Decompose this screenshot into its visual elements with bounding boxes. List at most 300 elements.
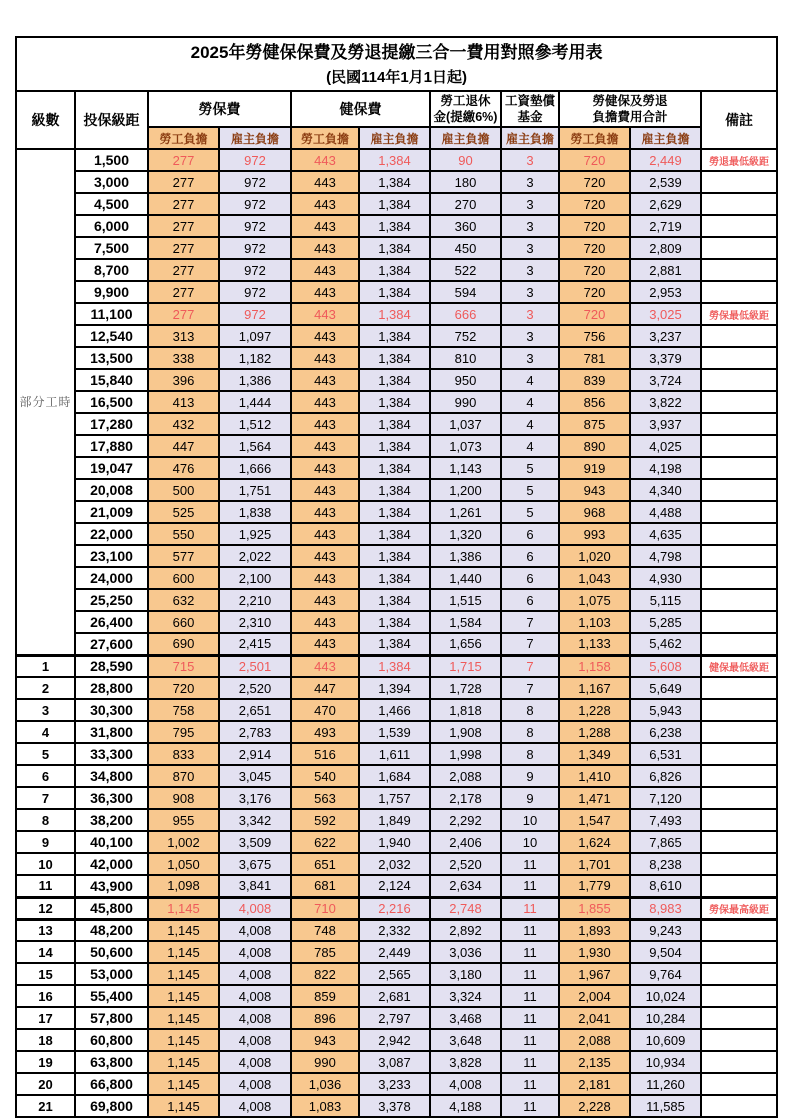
bracket-cell: 7,500: [75, 237, 148, 259]
health-employee-cell: 1,036: [291, 1073, 359, 1095]
table-row: [16, 171, 777, 193]
remark-cell: [701, 1029, 777, 1051]
remark-cell: [701, 413, 777, 435]
table-row: [16, 1007, 777, 1029]
remark-cell: 勞退最低級距: [701, 149, 777, 171]
level-cell: 12: [16, 897, 75, 919]
level-cell: 1: [16, 655, 75, 677]
total-employer-cell: 11,585: [630, 1095, 701, 1117]
total-employee-cell: 1,967: [559, 963, 630, 985]
health-employee-cell: 785: [291, 941, 359, 963]
labor-employee-cell: 1,145: [148, 919, 219, 941]
remark-cell: [701, 919, 777, 941]
pension-employer-cell: 594: [430, 281, 501, 303]
labor-employee-cell: 715: [148, 655, 219, 677]
health-employer-cell: 1,757: [359, 787, 430, 809]
pension-employer-cell: 1,143: [430, 457, 501, 479]
bracket-cell: 63,800: [75, 1051, 148, 1073]
wage-fund-employer-cell: 4: [501, 413, 559, 435]
wage-fund-employer-cell: 10: [501, 809, 559, 831]
table-row: [16, 809, 777, 831]
level-cell: 14: [16, 941, 75, 963]
wage-fund-employer-cell: 5: [501, 501, 559, 523]
table-row: [16, 1095, 777, 1117]
labor-employee-cell: 338: [148, 347, 219, 369]
total-employer-cell: 5,462: [630, 633, 701, 655]
wage-fund-employer-cell: 6: [501, 589, 559, 611]
labor-employee-cell: 396: [148, 369, 219, 391]
health-employer-cell: 2,032: [359, 853, 430, 875]
pension-employer-cell: 1,440: [430, 567, 501, 589]
health-employer-cell: 2,565: [359, 963, 430, 985]
remark-cell: [701, 743, 777, 765]
labor-employee-cell: 1,145: [148, 1007, 219, 1029]
labor-employer-cell: 3,841: [219, 875, 291, 897]
level-cell: 10: [16, 853, 75, 875]
remark-cell: [701, 479, 777, 501]
wage-fund-employer-cell: 11: [501, 1073, 559, 1095]
table-row: [16, 633, 777, 655]
health-employee-cell: 990: [291, 1051, 359, 1073]
remark-cell: [701, 1007, 777, 1029]
header-wage-fund: [501, 91, 559, 127]
remark-cell: 勞保最低級距: [701, 303, 777, 325]
remark-cell: [701, 391, 777, 413]
health-employer-cell: 1,384: [359, 523, 430, 545]
health-employee-cell: 443: [291, 391, 359, 413]
labor-employer-cell: 2,100: [219, 567, 291, 589]
pension-employer-cell: 1,818: [430, 699, 501, 721]
labor-employee-cell: 550: [148, 523, 219, 545]
table-head: [16, 37, 777, 149]
labor-employer-cell: 2,022: [219, 545, 291, 567]
pension-employer-cell: 3,036: [430, 941, 501, 963]
level-cell: 15: [16, 963, 75, 985]
total-employee-cell: 1,893: [559, 919, 630, 941]
pension-employer-cell: 1,037: [430, 413, 501, 435]
labor-employee-cell: 1,145: [148, 941, 219, 963]
pension-employer-cell: 360: [430, 215, 501, 237]
table-row: [16, 655, 777, 677]
labor-employee-cell: 277: [148, 193, 219, 215]
total-employee-cell: 1,410: [559, 765, 630, 787]
labor-employer-cell: 972: [219, 149, 291, 171]
total-employee-cell: 890: [559, 435, 630, 457]
remark-cell: [701, 809, 777, 831]
health-employee-cell: 896: [291, 1007, 359, 1029]
table-row: [16, 831, 777, 853]
wage-fund-employer-cell: 11: [501, 1007, 559, 1029]
level-cell: 11: [16, 875, 75, 897]
bracket-cell: 13,500: [75, 347, 148, 369]
wage-fund-employer-cell: 3: [501, 325, 559, 347]
bracket-cell: 3,000: [75, 171, 148, 193]
pension-employer-cell: 1,073: [430, 435, 501, 457]
level-cell: 7: [16, 787, 75, 809]
level-cell: 19: [16, 1051, 75, 1073]
header-total-line1: 勞健保及勞退: [592, 94, 668, 108]
total-employer-cell: 6,238: [630, 721, 701, 743]
pension-employer-cell: 1,656: [430, 633, 501, 655]
bracket-cell: 22,000: [75, 523, 148, 545]
health-employer-cell: 3,378: [359, 1095, 430, 1117]
level-cell: 4: [16, 721, 75, 743]
remark-cell: [701, 501, 777, 523]
table-row: [16, 457, 777, 479]
level-cell: 18: [16, 1029, 75, 1051]
total-employer-cell: 11,260: [630, 1073, 701, 1095]
pension-employer-cell: 1,998: [430, 743, 501, 765]
bracket-cell: 28,590: [75, 655, 148, 677]
table-row: [16, 281, 777, 303]
health-employee-cell: 443: [291, 435, 359, 457]
wage-fund-employer-cell: 11: [501, 875, 559, 897]
health-employer-cell: 2,942: [359, 1029, 430, 1051]
health-employer-cell: 1,384: [359, 457, 430, 479]
labor-employer-cell: 1,925: [219, 523, 291, 545]
pension-employer-cell: 1,584: [430, 611, 501, 633]
pension-employer-cell: 3,468: [430, 1007, 501, 1029]
bracket-cell: 17,280: [75, 413, 148, 435]
health-employee-cell: 443: [291, 303, 359, 325]
wage-fund-employer-cell: 11: [501, 985, 559, 1007]
labor-employee-cell: 1,145: [148, 1095, 219, 1117]
health-employee-cell: 443: [291, 259, 359, 281]
health-employer-cell: 1,384: [359, 193, 430, 215]
table-row: [16, 699, 777, 721]
pension-employer-cell: 1,200: [430, 479, 501, 501]
total-employee-cell: 919: [559, 457, 630, 479]
table-row: [16, 1051, 777, 1073]
header-wage-fund-line1: 工資墊償: [504, 94, 555, 108]
wage-fund-employer-cell: 4: [501, 435, 559, 457]
remark-cell: [701, 237, 777, 259]
level-cell: 5: [16, 743, 75, 765]
total-employer-cell: 10,609: [630, 1029, 701, 1051]
health-employee-cell: 516: [291, 743, 359, 765]
total-employer-cell: 3,822: [630, 391, 701, 413]
bracket-cell: 4,500: [75, 193, 148, 215]
wage-fund-employer-cell: 8: [501, 699, 559, 721]
table-row: [16, 677, 777, 699]
wage-fund-employer-cell: 3: [501, 347, 559, 369]
total-employee-cell: 2,135: [559, 1051, 630, 1073]
health-employer-cell: 1,384: [359, 325, 430, 347]
health-employee-cell: 943: [291, 1029, 359, 1051]
labor-employer-cell: 4,008: [219, 1095, 291, 1117]
bracket-cell: 15,840: [75, 369, 148, 391]
subheader-health-employer: 雇主負擔: [359, 127, 430, 149]
total-employer-cell: 3,379: [630, 347, 701, 369]
health-employer-cell: 1,384: [359, 303, 430, 325]
labor-employee-cell: 795: [148, 721, 219, 743]
pension-employer-cell: 270: [430, 193, 501, 215]
labor-employee-cell: 413: [148, 391, 219, 413]
labor-employer-cell: 2,210: [219, 589, 291, 611]
wage-fund-employer-cell: 6: [501, 567, 559, 589]
labor-employee-cell: 1,145: [148, 1051, 219, 1073]
remark-cell: [701, 831, 777, 853]
total-employee-cell: 1,075: [559, 589, 630, 611]
subheader-labor-employer: 雇主負擔: [219, 127, 291, 149]
remark-cell: [701, 1073, 777, 1095]
subheader-pension-employer: 雇主負擔: [430, 127, 501, 149]
labor-employee-cell: 908: [148, 787, 219, 809]
table-body: [16, 149, 777, 1117]
health-employer-cell: 1,466: [359, 699, 430, 721]
total-employer-cell: 3,237: [630, 325, 701, 347]
bracket-cell: 1,500: [75, 149, 148, 171]
health-employer-cell: 1,384: [359, 589, 430, 611]
health-employer-cell: 1,384: [359, 369, 430, 391]
remark-cell: 勞保最高級距: [701, 897, 777, 919]
health-employee-cell: 443: [291, 567, 359, 589]
bracket-cell: 57,800: [75, 1007, 148, 1029]
bracket-cell: 25,250: [75, 589, 148, 611]
labor-employer-cell: 4,008: [219, 963, 291, 985]
health-employer-cell: 1,384: [359, 171, 430, 193]
total-employer-cell: 2,881: [630, 259, 701, 281]
total-employer-cell: 4,340: [630, 479, 701, 501]
header-total-line2: 負擔費用合計: [592, 110, 668, 124]
bracket-cell: 8,700: [75, 259, 148, 281]
bracket-cell: 9,900: [75, 281, 148, 303]
health-employee-cell: 822: [291, 963, 359, 985]
total-employer-cell: 2,629: [630, 193, 701, 215]
total-employer-cell: 5,285: [630, 611, 701, 633]
remark-cell: [701, 259, 777, 281]
remark-cell: [701, 545, 777, 567]
total-employer-cell: 6,826: [630, 765, 701, 787]
bracket-cell: 16,500: [75, 391, 148, 413]
labor-employer-cell: 3,509: [219, 831, 291, 853]
total-employer-cell: 10,934: [630, 1051, 701, 1073]
table-row: [16, 1073, 777, 1095]
remark-cell: [701, 281, 777, 303]
total-employer-cell: 5,943: [630, 699, 701, 721]
table-row: [16, 545, 777, 567]
total-employee-cell: 1,930: [559, 941, 630, 963]
total-employee-cell: 720: [559, 259, 630, 281]
bracket-cell: 11,100: [75, 303, 148, 325]
labor-employee-cell: 476: [148, 457, 219, 479]
labor-employee-cell: 277: [148, 171, 219, 193]
labor-employee-cell: 277: [148, 237, 219, 259]
bracket-cell: 40,100: [75, 831, 148, 853]
total-employer-cell: 4,798: [630, 545, 701, 567]
wage-fund-employer-cell: 11: [501, 963, 559, 985]
total-employer-cell: 8,983: [630, 897, 701, 919]
labor-employer-cell: 1,182: [219, 347, 291, 369]
table-row: [16, 919, 777, 941]
table-row: [16, 567, 777, 589]
remark-cell: [701, 875, 777, 897]
health-employee-cell: 622: [291, 831, 359, 853]
total-employee-cell: 993: [559, 523, 630, 545]
pension-employer-cell: 1,261: [430, 501, 501, 523]
pension-employer-cell: 3,324: [430, 985, 501, 1007]
pension-employer-cell: 810: [430, 347, 501, 369]
wage-fund-employer-cell: 11: [501, 919, 559, 941]
wage-fund-employer-cell: 7: [501, 677, 559, 699]
header-pension: [430, 91, 501, 127]
health-employee-cell: 748: [291, 919, 359, 941]
table-row: [16, 787, 777, 809]
pension-employer-cell: 2,520: [430, 853, 501, 875]
remark-cell: [701, 721, 777, 743]
pension-employer-cell: 522: [430, 259, 501, 281]
total-employer-cell: 7,120: [630, 787, 701, 809]
bracket-cell: 12,540: [75, 325, 148, 347]
labor-employer-cell: 1,751: [219, 479, 291, 501]
health-employer-cell: 1,384: [359, 435, 430, 457]
wage-fund-employer-cell: 3: [501, 149, 559, 171]
wage-fund-employer-cell: 7: [501, 633, 559, 655]
header-remark: 備註: [701, 91, 777, 149]
wage-fund-employer-cell: 3: [501, 237, 559, 259]
bracket-cell: 45,800: [75, 897, 148, 919]
labor-employer-cell: 1,512: [219, 413, 291, 435]
labor-employee-cell: 1,145: [148, 963, 219, 985]
remark-cell: [701, 435, 777, 457]
labor-employee-cell: 525: [148, 501, 219, 523]
bracket-cell: 19,047: [75, 457, 148, 479]
bracket-cell: 23,100: [75, 545, 148, 567]
health-employer-cell: 1,384: [359, 391, 430, 413]
health-employee-cell: 447: [291, 677, 359, 699]
labor-employer-cell: 3,176: [219, 787, 291, 809]
wage-fund-employer-cell: 3: [501, 303, 559, 325]
wage-fund-employer-cell: 8: [501, 721, 559, 743]
health-employee-cell: 443: [291, 611, 359, 633]
total-employer-cell: 2,449: [630, 149, 701, 171]
health-employee-cell: 681: [291, 875, 359, 897]
health-employee-cell: 592: [291, 809, 359, 831]
health-employer-cell: 3,087: [359, 1051, 430, 1073]
labor-employer-cell: 972: [219, 215, 291, 237]
bracket-cell: 36,300: [75, 787, 148, 809]
total-employer-cell: 9,504: [630, 941, 701, 963]
health-employer-cell: 1,849: [359, 809, 430, 831]
health-employer-cell: 1,384: [359, 237, 430, 259]
total-employee-cell: 1,471: [559, 787, 630, 809]
table-row: [16, 1029, 777, 1051]
health-employer-cell: 1,940: [359, 831, 430, 853]
labor-employer-cell: 2,310: [219, 611, 291, 633]
total-employee-cell: 1,043: [559, 567, 630, 589]
pension-employer-cell: 180: [430, 171, 501, 193]
health-employee-cell: 443: [291, 347, 359, 369]
labor-employer-cell: 2,783: [219, 721, 291, 743]
labor-employee-cell: 277: [148, 215, 219, 237]
labor-employer-cell: 4,008: [219, 985, 291, 1007]
health-employer-cell: 1,384: [359, 633, 430, 655]
health-employer-cell: 1,384: [359, 215, 430, 237]
total-employee-cell: 1,020: [559, 545, 630, 567]
level-cell: 13: [16, 919, 75, 941]
remark-cell: [701, 985, 777, 1007]
pension-employer-cell: 752: [430, 325, 501, 347]
pension-employer-cell: 1,320: [430, 523, 501, 545]
total-employer-cell: 2,809: [630, 237, 701, 259]
pension-employer-cell: 990: [430, 391, 501, 413]
pension-employer-cell: 450: [430, 237, 501, 259]
labor-employee-cell: 277: [148, 281, 219, 303]
table-row: [16, 149, 777, 171]
total-employee-cell: 720: [559, 237, 630, 259]
health-employee-cell: 443: [291, 457, 359, 479]
total-employee-cell: 856: [559, 391, 630, 413]
labor-employee-cell: 870: [148, 765, 219, 787]
table-row: [16, 721, 777, 743]
total-employee-cell: 1,167: [559, 677, 630, 699]
health-employee-cell: 443: [291, 589, 359, 611]
subheader-wage-fund-employer: 雇主負擔: [501, 127, 559, 149]
pension-employer-cell: 2,088: [430, 765, 501, 787]
table-row: [16, 325, 777, 347]
remark-cell: [701, 633, 777, 655]
health-employee-cell: 443: [291, 369, 359, 391]
table-row: [16, 259, 777, 281]
total-employee-cell: 1,624: [559, 831, 630, 853]
bracket-cell: 34,800: [75, 765, 148, 787]
subheader-total-employer: 雇主負擔: [630, 127, 701, 149]
health-employer-cell: 1,384: [359, 281, 430, 303]
labor-employer-cell: 972: [219, 193, 291, 215]
table-row: [16, 237, 777, 259]
wage-fund-employer-cell: 8: [501, 743, 559, 765]
health-employer-cell: 2,332: [359, 919, 430, 941]
health-employer-cell: 2,449: [359, 941, 430, 963]
wage-fund-employer-cell: 3: [501, 215, 559, 237]
total-employee-cell: 968: [559, 501, 630, 523]
level-cell: 8: [16, 809, 75, 831]
remark-cell: [701, 347, 777, 369]
health-employee-cell: 470: [291, 699, 359, 721]
header-pension-line2: 金(提繳6%): [433, 110, 498, 124]
part-time-cell: 部分工時: [16, 149, 75, 655]
bracket-cell: 50,600: [75, 941, 148, 963]
remark-cell: [701, 787, 777, 809]
table-row: [16, 963, 777, 985]
total-employee-cell: 2,228: [559, 1095, 630, 1117]
remark-cell: [701, 677, 777, 699]
labor-employee-cell: 1,002: [148, 831, 219, 853]
total-employer-cell: 7,493: [630, 809, 701, 831]
total-employee-cell: 2,041: [559, 1007, 630, 1029]
header-wage-fund-line2: 基金: [517, 110, 543, 124]
table-row: [16, 193, 777, 215]
labor-employee-cell: 690: [148, 633, 219, 655]
wage-fund-employer-cell: 11: [501, 1029, 559, 1051]
subheader-health-employee: 勞工負擔: [291, 127, 359, 149]
health-employee-cell: 493: [291, 721, 359, 743]
table-row: [16, 765, 777, 787]
pension-employer-cell: 2,892: [430, 919, 501, 941]
total-employer-cell: 5,608: [630, 655, 701, 677]
total-employee-cell: 2,088: [559, 1029, 630, 1051]
labor-employer-cell: 4,008: [219, 1051, 291, 1073]
total-employee-cell: 1,547: [559, 809, 630, 831]
labor-employer-cell: 3,342: [219, 809, 291, 831]
remark-cell: [701, 589, 777, 611]
bracket-cell: 26,400: [75, 611, 148, 633]
total-employee-cell: 720: [559, 303, 630, 325]
total-employer-cell: 9,243: [630, 919, 701, 941]
remark-cell: 健保最低級距: [701, 655, 777, 677]
labor-employer-cell: 972: [219, 259, 291, 281]
health-employee-cell: 443: [291, 237, 359, 259]
